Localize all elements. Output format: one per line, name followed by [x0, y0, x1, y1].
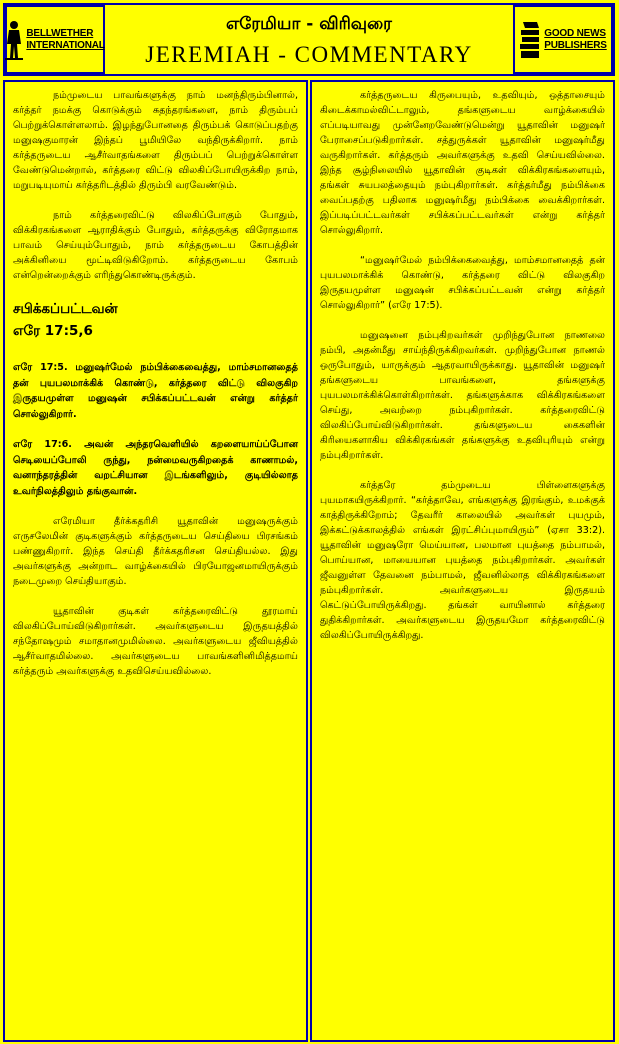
- bellwether-logo-line1: BELLWETHER: [26, 27, 94, 39]
- section-heading: [13, 298, 298, 342]
- bellwether-logo-text: [26, 28, 104, 52]
- bellwether-logo-line2: INTERNATIONAL: [26, 39, 105, 51]
- verse-17-5: எரே 17:5. மனுஷர்மேல் நம்பிக்கைவைத்து, மாம்சமானதைத் தன் புயபலமாக்கிக் கொண்டு, கர்த்தரை விட்டு விலகுகிற இருதயமுள்ள மனுஷன் சபிக்கப்பட்டவன் என்று கர்த்தர் சொல்லுகிறார்.: [13, 362, 298, 420]
- book-stack-icon: [519, 20, 541, 60]
- left-paragraph-4: யூதாவின் குடிகள் கர்த்தரைவிட்டு தூரமாய் விலகிப்போய்விடுகிறார்கள். அவர்களுடைய இருதயத்தில் சந்தோஷமும் சமாதானமுமில்லை. அவர்களுடைய ஜீவியத்தில் ஆசீர்வாதமில்லை. அவர்களுடைய பாவங்களினிமித்தமாய் கர்த்தரும் அவர்களுக்கு உதவிசெய்யவில்லை.: [13, 606, 298, 677]
- bellwether-logo: [5, 5, 105, 74]
- title-english: JEREMIAH - COMMENTARY: [145, 42, 473, 67]
- title-area: [105, 5, 513, 74]
- right-paragraph-1: கர்த்தருடைய கிருபையும், உதவியும், ஒத்தாசையும் கிடைக்காமல்விட்டாலும், தங்களுடைய வாழ்க்கையில் எப்படியாவது முன்னேறவேண்டுமென்று யூதாவின் மனுஷர் பேராசைப்படுகிறார்கள். சத்துருக்கள் யூதாவின் மனுஷர்மீது வருகிறார்கள். கர்த்தரும் அவர்களுக்கு உதவி செய்யவில்லை. இந்த சூழ்நிலையில் யூதாவின் குடிகள் விக்கிரகங்களையும், தங்கள் சுயபலத்தையும் நம்புகிறார்கள். கர்த்தர்மீது நம்பிக்கை வைப்பதற்கு பதிலாக மனுஷர்மீது நம்பிக்கை வைக்கிறார்கள். இப்படிப்பட்டவர்கள் சபிக்கப்பட்டவர்கள் என்று கர்த்தர் சொல்லுகிறார்.: [320, 90, 605, 236]
- left-paragraph-3: எரேமியா தீர்க்கதரிசி யூதாவின் மனுஷருக்கும் எருசலேமின் குடிகளுக்கும் கர்த்தருடைய செய்தியை பிரசங்கம் பண்ணுகிறார். இந்த செய்தி தீர்க்கதரிசன செய்தியல்ல. இது அவர்களுக்கு அன்றாட வாழ்க்கையில் பிரயோஜனமாயிருக்கும் நடைமுறை செய்தியாகும்.: [13, 516, 298, 587]
- left-paragraph-2: நாம் கர்த்தரைவிட்டு விலகிப்போகும் போதும், விக்கிரகங்களை ஆராதிக்கும் போதும், கர்த்தருக்கு விரோதமாக பாவம் செய்யும்போதும், நாம் கர்த்தருடைய கோபத்தின் அக்கினியை மூட்டிவிடுகிறோம். கர்த்தருடைய கோபம் என்றென்றைக்கும் எரிந்துகொண்டிருக்கும்.: [13, 210, 298, 281]
- bellwether-figure-icon: [5, 20, 23, 60]
- right-paragraph-4: கர்த்தரே தம்முடைய பிள்ளைகளுக்கு புயமாகயிருக்கிறார். “கர்த்தாவே, எங்களுக்கு இரங்கும், உமக்குக் காத்திருக்கிறோம்; தேவரீர் காலையில் அவர்கள் புயமும், இக்கட்டுக்காலத்தில் எங்கள் இரட்சிப்புமாயிரும்” (ஏசா 33:2). யூதாவின் மனுஷரோ மெய்யான, பலமான புயத்தை நம்பாமல், பொய்யான, மாயையான புயத்தை நம்புகிறார்கள். அவர்கள் ஜீவனுள்ள தேவனை நம்பாமல், ஜீவனில்லாத விக்கிரகங்களை நம்புகிறார்கள். அவர்களுடைய இருதயம் கெட்டுப்போயிருக்கிறது. தங்கள் வாயினால் கர்த்தரை துதிக்கிறார்கள். அவர்களுடைய இருதயமோ கர்த்தரைவிட்டு விலகிப்போயிருக்கிறது.: [320, 480, 605, 641]
- header: [3, 3, 615, 76]
- right-column: [310, 80, 615, 1042]
- right-paragraph-2: “மனுஷர்மேல் நம்பிக்கைவைத்து, மாம்சமானதைத் தன் புயபலமாக்கிக் கொண்டு, கர்த்தரை விட்டு விலகுகிற இருதயமுள்ள மனுஷன் சபிக்கப்பட்டவன் என்று கர்த்தர் சொல்லுகிறார்” (எரே 17:5).: [320, 255, 605, 311]
- section-heading-reference: எரே 17:5,6: [13, 323, 93, 339]
- section-heading-title: சபிக்கப்பட்டவன்: [13, 301, 118, 317]
- title-tamil: எரேமியா - விரிவுரை: [226, 14, 392, 34]
- good-news-logo-line1: GOOD NEWS: [544, 27, 606, 39]
- good-news-logo: [513, 5, 613, 74]
- right-paragraph-3: மனுஷனை நம்புகிறவர்கள் முறிந்துபோன நாணலை நம்பி, அதன்மீது சாய்ந்திருக்கிறவர்கள். முறிந்துபோன நாணல் ஒருபோதும், யாருக்கும் ஆதரவாயிருக்காது. யூதாவின் மனுஷர் தங்களுடைய பாவங்களை, தங்களுக்கு புயபலமாக்கிக்கொள்கிறார்கள். தங்களுக்காக விக்கிரகங்களை செய்து, அவற்றை நம்புகிறார்கள். கர்த்தரைவிட்டு விலகிப்போய்விடுகிறார்கள். தங்களுடைய கைகளின் கிரியைகளாகிய விக்கிரகங்கள் தங்களுக்கு உதவிபுரியும் என்று நம்புகிறார்கள்.: [320, 330, 605, 461]
- verse-17-6: எரே 17:6. அவன் அந்தரவெளியில் கறளையாய்ப்போன செடியைப்போலி ருந்து, நன்மைவருகிறதைக் காணாமல், வனாந்தரத்தின் வறட்சியான இடங்களிலும், குடியில்லாத உவர்நிலத்திலும் தங்குவான்.: [13, 439, 298, 497]
- left-column: [3, 80, 308, 1042]
- left-paragraph-1: நம்முடைய பாவங்களுக்கு நாம் மனந்திரும்பினால், கர்த்தர் நமக்கு கொடுக்கும் சுதந்தரங்களை, நாம் திரும்பப் பெற்றுக்கொள்ளலாம். இழந்துபோனதை திரும்பக் கொடுப்பதற்கு மனுஷகுமாரன் இந்தப் பூமியிலே வந்திருக்கிறார். நாம் கர்த்தருடைய ஆசீர்வாதங்களை திரும்பப் பெற்றுக்கொள்ள வேண்டுமென்றால், கர்த்தரை விட்டு விலகிப்போயிருக்கிற நாம், மறுபடியுமாய் கர்த்தரிடத்தில் திரும்பி வரவேண்டும்.: [13, 90, 298, 191]
- good-news-logo-line2: PUBLISHERS: [544, 39, 607, 51]
- good-news-logo-text: [544, 28, 606, 52]
